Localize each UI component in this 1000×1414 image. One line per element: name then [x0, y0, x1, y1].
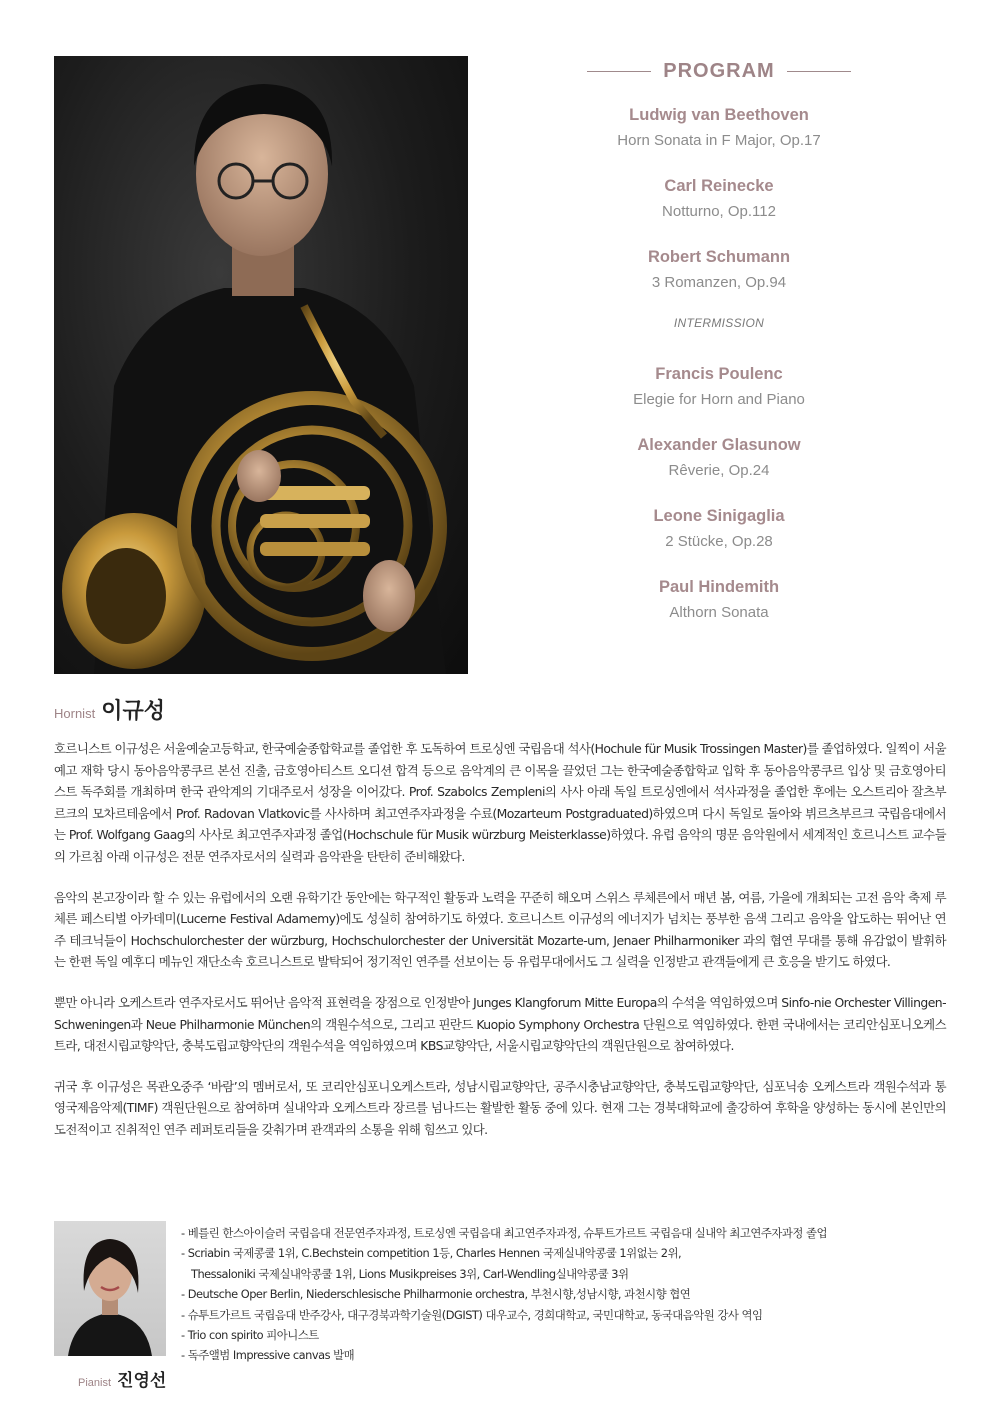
- program-section: [560, 60, 878, 648]
- hornist-name: 이규성: [101, 699, 165, 724]
- work-title: Horn Sonata in F Major, Op.17: [617, 132, 821, 149]
- composer-name: Carl Reinecke: [664, 177, 774, 195]
- composer-name: Leone Sinigaglia: [653, 507, 785, 525]
- pianist-role: Pianist: [78, 1377, 112, 1389]
- credential-continuation: Thessaloniki 국제실내악콩쿨 1위, Lions Musikpreises 3위, Carl-Wendling실내악콩쿨 3위: [191, 1266, 629, 1281]
- composer-name: Francis Poulenc: [655, 365, 783, 383]
- program-item: [560, 176, 878, 221]
- heading-rule-right: [787, 71, 851, 72]
- bio-paragraph: 뿐만 아니라 오케스트라 연주자로서도 뛰어난 음악적 표현력을 장점으로 인정받아 Junges Klangforum Mitte Europa의 수석을 역임하였으며 Sinfo-nie Orchester Villingen-Schweningen과 Neue Philharmonie München의 객원수석으로, 그리고 핀란드 Kuopio Symphony Orchestra 단원으로 역임하였다. 한편 국내에서는 코리안심포니오케스트라, 대전시립교향악단, 충북도립교향악단의 객원수석을 역임하였으며 KBS교향악단, 서울시립교향악단의 객원단원으로 참여하였다.: [54, 994, 946, 1054]
- bio-paragraph: 음악의 본고장이라 할 수 있는 유럽에서의 오랜 유학기간 동안에는 학구적인 활동과 노력을 꾸준히 해오며 스위스 루체른에서 매년 봄, 여름, 가을에 개최되는 고전 음악 축제 루체른 페스티벌 아카데미(Lucerne Festival Adamemy)에도 성실히 참여하기도 하였다. 호르니스트 이규성의 에너지가 넘치는 풍부한 음색 그리고 음악을 압도하는 뛰어난 연주 테크닉들이 Hochschulorchester der würzburg, Hochschulorchester der Universität Mozarte-um, Jenaer Philharmoniker 과의 협연 무대를 통해 유감없이 발휘하는 한편 독일 예후디 메뉴인 재단소속 호르니스트로 발탁되어 정기적인 연주를 선보이는 등 유럽무대에서도 그 실력을 인정받고 관객들에게 큰 호응을 받기도 하였다.: [54, 889, 946, 970]
- pianist-name-block: [78, 1366, 166, 1391]
- hornist-photo: [54, 56, 468, 674]
- program-item: [560, 577, 878, 622]
- program-item: [560, 364, 878, 409]
- program-item: [560, 105, 878, 150]
- program-heading: [560, 60, 878, 83]
- work-title: Rêverie, Op.24: [668, 462, 770, 479]
- credential-item: - 베를린 한스아이슬러 국립음대 전문연주자과정, 트로싱엔 국립음대 최고연주자과정, 슈투트가르트 국립음대 실내악 최고연주자과정 졸업: [181, 1226, 827, 1240]
- credential-item: [181, 1264, 951, 1284]
- bio-paragraph: 귀국 후 이규성은 목관오중주 ‘바람’의 멤버로서, 또 코리안심포니오케스트라, 성남시립교향악단, 공주시충남교향악단, 충북도립교향악단, 심포닉송 오케스트라 객원수석과 통영국제음악제(TIMF) 객원단원으로 참여하며 실내악과 오케스트라 장르를 넘나드는 활발한 활동 중에 있다. 현재 그는 경북대학교에 출강하여 후학을 양성하는 동시에 본인만의 도전적이고 진취적인 연주 레퍼토리들을 갖춰가며 관객과의 소통을 위해 힘쓰고 있다.: [54, 1078, 946, 1137]
- hornist-name-block: [54, 694, 165, 725]
- work-title: 2 Stücke, Op.28: [665, 533, 773, 550]
- composer-name: Paul Hindemith: [658, 578, 780, 596]
- program-title: PROGRAM: [663, 60, 775, 82]
- credential-item: - Deutsche Oper Berlin, Niederschlesische Philharmonie orchestra, 부천시향,성남시향, 과천시향 협연: [181, 1287, 691, 1302]
- pianist-photo: [54, 1221, 166, 1356]
- credential-item: - Scriabin 국제콩쿨 1위, C.Bechstein competition 1등, Charles Hennen 국제실내악콩쿨 1위없는 2위,: [181, 1246, 682, 1261]
- credential-item: - 독주앨범 Impressive canvas 발매: [181, 1348, 355, 1363]
- composer-name: Ludwig van Beethoven: [629, 106, 809, 124]
- pianist-credentials: [181, 1223, 951, 1366]
- program-item: [560, 506, 878, 551]
- work-title: Althorn Sonata: [669, 604, 769, 621]
- credential-item: - Trio con spirito 피아니스트: [181, 1328, 319, 1343]
- pianist-name: 진영선: [117, 1371, 167, 1391]
- heading-rule-left: [587, 71, 651, 72]
- work-title: Elegie for Horn and Piano: [633, 391, 805, 408]
- intermission-label: INTERMISSION: [673, 316, 765, 330]
- work-title: Notturno, Op.112: [662, 203, 776, 220]
- composer-name: Robert Schumann: [647, 248, 791, 266]
- composer-name: Alexander Glasunow: [637, 436, 801, 454]
- hornist-biography: [54, 738, 946, 1160]
- credential-item: - 슈투트가르트 국립음대 반주강사, 대구경북과학기술원(DGIST) 대우교수, 경희대학교, 국민대학교, 동국대음악원 강사 역임: [181, 1307, 763, 1322]
- bio-paragraph: 호르니스트 이규성은 서울예술고등학교, 한국예술종합학교를 졸업한 후 도독하여 트로싱엔 국립음대 석사(Hochule für Musik Trossingen Master)를 졸업하였다. 일찍이 서울예고 재학 당시 동아음악콩쿠르 본선 진출, 금호영아티스트 오디션 합격 등으로 음악계의 큰 이목을 끌었던 그는 한국예술종합학교 입학 후 동아음악콩쿠르 입상 및 금호영아티스트 독주회를 개최하며 한국 관악계의 기대주로서 성장을 이어갔다. Prof. Szabolcs Zempleni의 사사 아래 독일 트로싱엔에서 석사과정을 졸업한 후에는 오스트리아 잘츠부르크의 모차르테움에서 Prof. Radovan Vlatkovic를 사사하며 최고연주자과정을 수료(Mozarteum Postgraduated)하였으며 다시 독일로 돌아와 뷔르츠부르크 국립음대에서는 Prof. Wolfgang Gaag의 사사로 최고연주자과정 졸업(Hochschule für Musik würzburg Meisterklasse)하였다. 유럽 음악의 명문 음악원에서 세계적인 호르니스트 교수들의 가르침 아래 이규성은 전문 연주자로서의 실력과 음악관을 탄탄히 준비해왔다.: [54, 741, 946, 864]
- work-title: 3 Romanzen, Op.94: [651, 274, 787, 291]
- program-item: [560, 435, 878, 480]
- program-item: [560, 247, 878, 292]
- hornist-role: Hornist: [54, 706, 96, 721]
